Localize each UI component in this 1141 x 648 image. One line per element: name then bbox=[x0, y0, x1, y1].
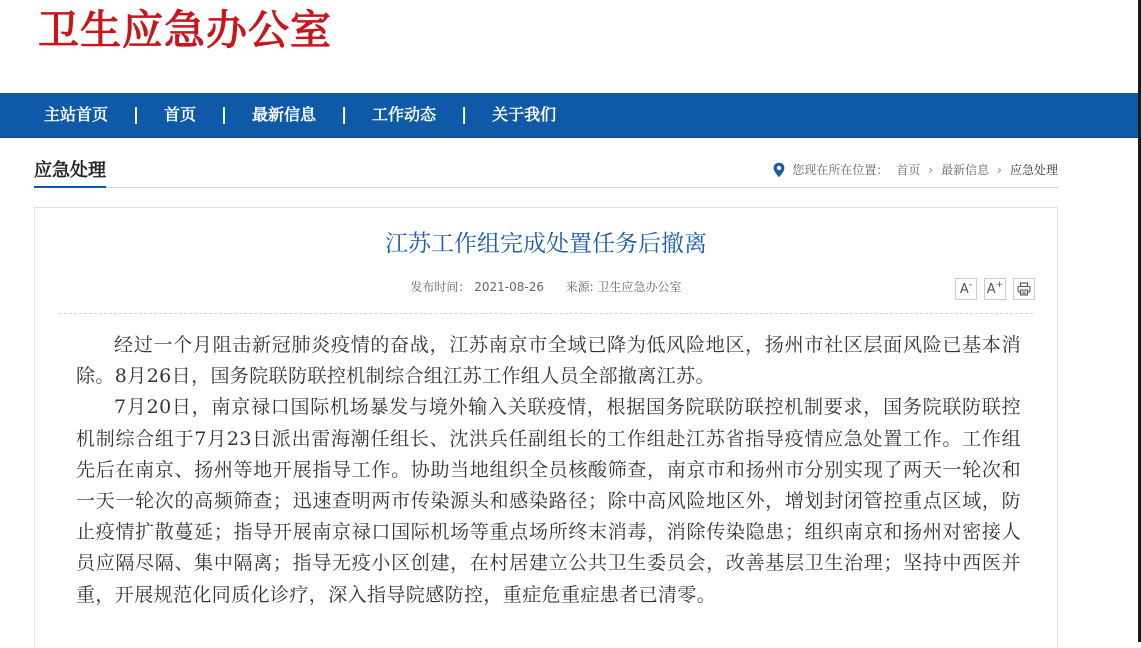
font-increase-button[interactable] bbox=[984, 278, 1006, 300]
publish-date-label: 发布时间： bbox=[410, 280, 471, 294]
printer-icon bbox=[1017, 282, 1031, 296]
source-value: 卫生应急办公室 bbox=[597, 280, 682, 294]
nav-separator: | bbox=[132, 105, 140, 125]
font-decrease-button[interactable] bbox=[955, 278, 977, 300]
article-paragraph: 经过一个月阻击新冠肺炎疫情的奋战，江苏南京市全域已降为低风险地区，扬州市社区层面风险已基本消除。8月26日，国务院联防联控机制综合组江苏工作组人员全部撤离江苏。 bbox=[76, 334, 1021, 388]
article-paragraph: 7月20日，南京禄口国际机场暴发与境外输入关联疫情，根据国务院联防联控机制要求，国务院联防联控机制综合组于7月23日派出雷海潮任组长、沈洪兵任副组长的工作组赴江苏省指导疫情应急处置工作。工作组先后在南京、扬州等地开展指导工作。协助当地组织全员核酸筛查，南京市和扬州市分别实现了两天一轮次和一天一轮次的高频筛查；迅速查明两市传染源头和感染路径；除中高风险地区外，增划封闭管控重点区域，防止疫情扩散蔓延；指导开展南京禄口国际机场等重点场所终末消毒，消除传染隐患；组织南京和扬州对密接人员应隔尽隔、集中隔离；指导无疫小区创建，在村居建立公共卫生委员会，改善基层卫生治理；坚持中西医并重，开展规范化同质化诊疗，深入指导院感防控，重症危重症患者已清零。 bbox=[76, 396, 1021, 606]
nav-item-latest-info[interactable]: 最新信息 bbox=[252, 105, 317, 124]
breadcrumb-separator: › bbox=[928, 162, 934, 177]
meta-divider bbox=[59, 313, 1033, 314]
font-decrease-letter: A bbox=[959, 281, 969, 297]
article-body bbox=[76, 330, 1021, 611]
nav-item-home[interactable]: 首页 bbox=[164, 105, 197, 124]
nav-separator: | bbox=[340, 105, 348, 125]
site-header bbox=[0, 0, 1138, 93]
nav-item-work-updates[interactable]: 工作动态 bbox=[372, 105, 437, 124]
nav-item-about-us[interactable]: 关于我们 bbox=[492, 105, 557, 124]
section-title: 应急处理 bbox=[34, 159, 106, 188]
breadcrumb-latest-info[interactable]: 最新信息 bbox=[941, 163, 990, 177]
nav-list bbox=[44, 93, 556, 137]
font-decrease-sign: - bbox=[968, 280, 973, 290]
source-label: 来源: bbox=[565, 280, 594, 294]
font-increase-letter: A bbox=[986, 281, 996, 297]
main-nav bbox=[0, 93, 1138, 138]
font-increase-sign: + bbox=[995, 280, 1004, 290]
breadcrumb-current[interactable]: 应急处理 bbox=[1009, 163, 1058, 177]
article-tools bbox=[955, 278, 1035, 300]
section-bar bbox=[34, 155, 1058, 188]
article-title: 江苏工作组完成处置任务后撤离 bbox=[385, 231, 707, 257]
breadcrumb-prefix: 您现在所在位置： bbox=[792, 163, 889, 177]
nav-separator: | bbox=[220, 105, 228, 125]
article-meta bbox=[35, 278, 1057, 296]
breadcrumb bbox=[772, 161, 1058, 178]
nav-separator: | bbox=[460, 105, 468, 125]
article-container bbox=[34, 207, 1058, 648]
location-pin-icon bbox=[772, 162, 786, 178]
breadcrumb-separator: › bbox=[997, 162, 1002, 177]
breadcrumb-home[interactable]: 首页 bbox=[896, 163, 921, 177]
nav-item-main-home[interactable]: 主站首页 bbox=[44, 105, 109, 124]
publish-date: 2021-08-26 bbox=[474, 280, 545, 294]
print-button[interactable] bbox=[1013, 278, 1035, 300]
site-title[interactable]: 卫生应急办公室 bbox=[38, 6, 332, 54]
